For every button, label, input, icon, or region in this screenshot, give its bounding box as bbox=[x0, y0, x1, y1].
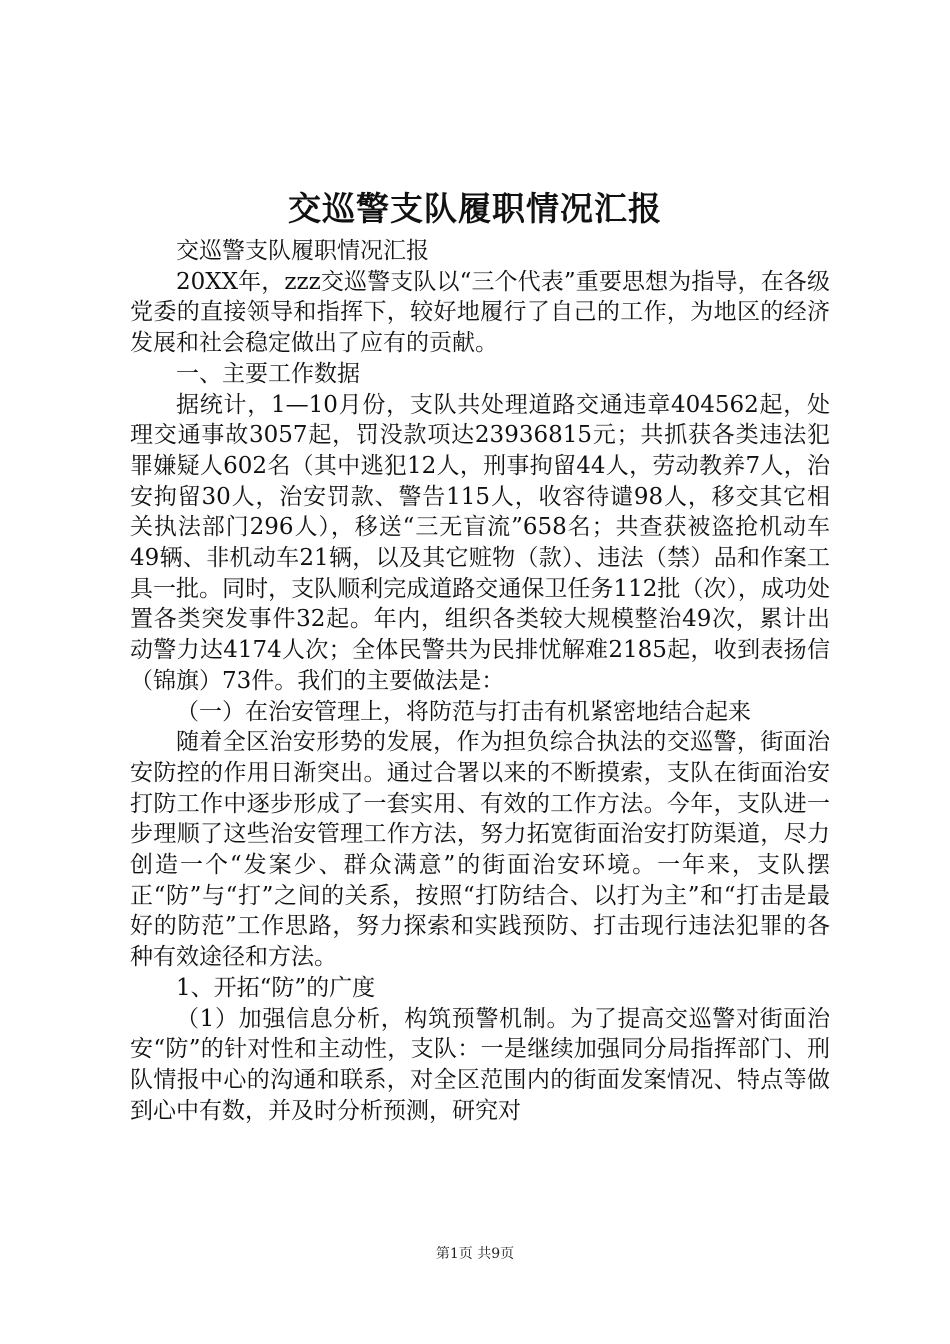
section-heading-main-data: 一、主要工作数据 bbox=[176, 360, 360, 387]
item-heading-prevention: 1、开拓“防”的广度 bbox=[176, 974, 376, 1001]
document-body bbox=[130, 236, 830, 1126]
paragraph-security: 随着全区治安形势的发展，作为担负综合执法的交巡警，街面治安防控的作用日渐突出。通过合署以来的不断摸索，支队在街面治安打防工作中逐步形成了一套实用、有效的工作方法。今年，支队进一步理顺了这些治安管理工作方法，努力拓宽街面治安打防渠道，尽力创造一个“发案少、群众满意”的街面治安环境。一年来，支队摆正“防”与“打”之间的关系，按照“打防结合、以打为主”和“打击是最好的防范”工作思路，努力探索和实践预防、打击现行违法犯罪的各种有效途径和方法。 bbox=[130, 729, 830, 971]
page-footer: 第1页 共9页 bbox=[435, 1246, 515, 1262]
paragraph-statistics: 据统计，1—10月份，支队共处理道路交通违章404562起，处理交通事故3057起，罚没款项达23936815元；共抓获各类违法犯罪嫌疑人602名（其中逃犯12人，刑事拘留44人，劳动教养7人，治安拘留30人，治安罚款、警告115人，收容待谴98人，移交其它相关执法部门296人），移送“三无盲流”658名；共查获被盗抢机动车49辆、非机动车21辆，以及其它赃物（款）、违法（禁）品和作案工具一批。同时，支队顺利完成道路交通保卫任务112批（次），成功处置各类突发事件32起。年内，组织各类较大规模整治49次，累计出动警力达4174人次；全体民警共为民排忧解难2185起，收到表扬信（锦旗）73件。我们的主要做法是： bbox=[130, 391, 830, 694]
paragraph-intro: 20XX年，zzz交巡警支队以“三个代表”重要思想为指导，在各级党委的直接领导和指挥下，较好地履行了自己的工作，为地区的经济发展和社会稳定做出了应有的贡献。 bbox=[130, 268, 830, 357]
page-title: 交巡警支队履职情况汇报 bbox=[288, 189, 662, 228]
paragraph-subtitle: 交巡警支队履职情况汇报 bbox=[176, 238, 429, 264]
subsection-heading-security: （一）在治安管理上，将防范与打击有机紧密地结合起来 bbox=[176, 698, 751, 725]
paragraph-info-analysis: （1）加强信息分析，构筑预警机制。为了提高交巡警对街面治安“防”的针对性和主动性，支队：一是继续加强同分局指挥部门、刑队情报中心的沟通和联系，对全区范围内的街面发案情况、特点等做到心中有数，并及时分析预测，研究对 bbox=[130, 1005, 830, 1124]
